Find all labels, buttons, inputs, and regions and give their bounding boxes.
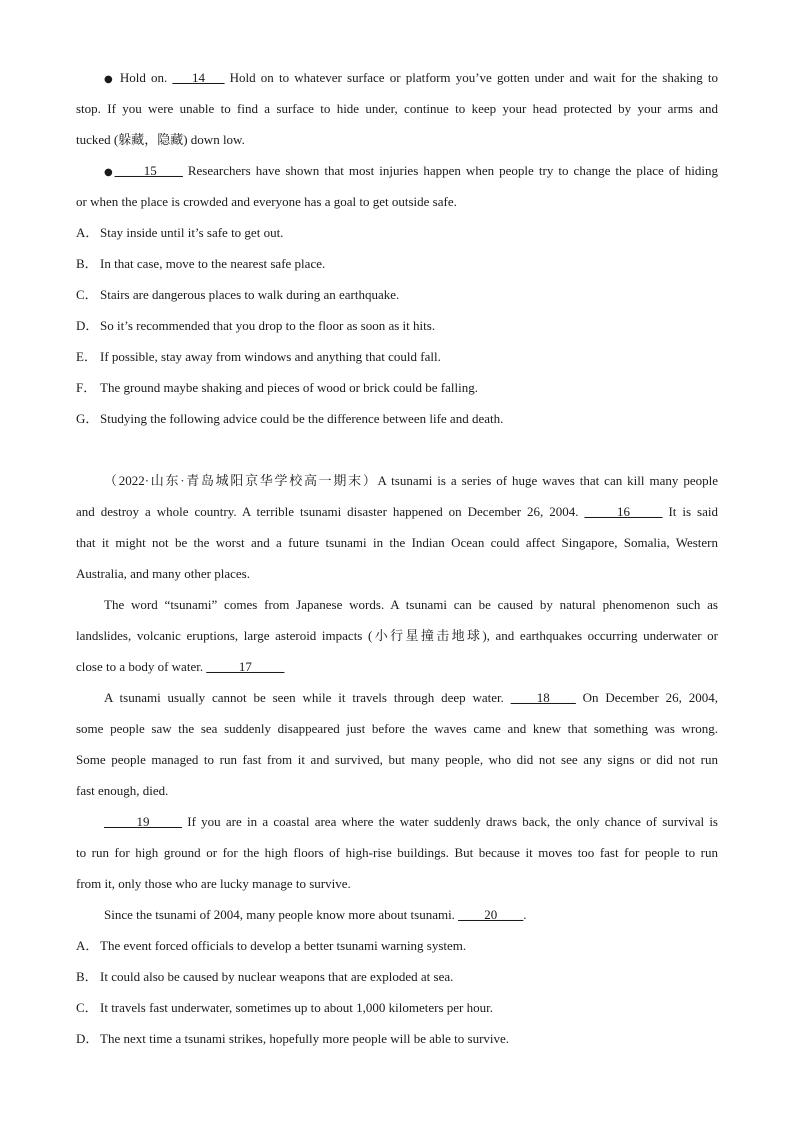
blank-17[interactable]: _____17_____ [206,659,285,674]
p4-line2: to run for high ground or for the high floors of high-rise buildings. But because it moves too fast for people to run [76,845,718,860]
option-d[interactable] [76,1023,718,1054]
option-letter: G． [76,411,99,426]
p2-text: close to a body of water. [76,659,207,674]
option-a[interactable] [76,217,718,248]
option-text: The next time a tsunami strikes, hopefully more people will be able to survive. [100,1031,510,1046]
option-e[interactable] [76,341,718,372]
option-text: If possible, stay away from windows and anything that could fall. [100,349,441,364]
option-text: It travels fast underwater, sometimes up to about 1,000 kilometers per hour. [100,1000,493,1015]
option-a[interactable] [76,930,718,961]
option-text: Stairs are dangerous places to walk during an earthquake. [100,287,400,302]
p2-line2: landslides, volcanic eruptions, large asteroid impacts (小行星撞击地球), and earthquakes occurring underwater or [76,628,718,643]
blank-16[interactable]: _____16_____ [584,504,663,519]
option-letter: A． [76,225,99,240]
option-c[interactable] [76,279,718,310]
p2-line3 [76,651,718,682]
document-page [76,62,718,1054]
option-text: The ground maybe shaking and pieces of wood or brick could be falling. [100,380,478,395]
blank-15[interactable]: ____15____ [114,163,183,178]
p1-text: It is said [662,504,718,519]
para1-line1 [76,62,718,93]
para1-line3: tucked (躲藏，隐藏) down low. [76,132,245,147]
option-b[interactable] [76,961,718,992]
p2-line1: The word “tsunami” comes from Japanese words. A tsunami can be caused by natural phenomenon such as [104,597,718,612]
p4-text: If you are in a coastal area where the water suddenly draws back, the only chance of survival is [182,814,718,829]
blank-19[interactable]: _____19_____ [104,814,182,829]
p3-text: A tsunami usually cannot be seen while it travels through deep water. [104,690,511,705]
option-text: The event forced officials to develop a better tsunami warning system. [100,938,467,953]
option-text: So it’s recommended that you drop to the floor as soon as it hits. [100,318,436,333]
p4-line1 [76,806,718,837]
option-text: It could also be caused by nuclear weapons that are exploded at sea. [100,969,454,984]
option-letter: D． [76,318,99,333]
p1-text: A tsunami is a series of huge waves that can kill many people [377,473,718,488]
blank-18[interactable]: ____18____ [510,690,576,705]
option-text: Studying the following advice could be the difference between life and death. [100,411,504,426]
para2-line1 [76,155,718,186]
p3-text: On December 26, 2004, [575,690,718,705]
section-gap [76,434,718,465]
p1-line3: that it might not be the worst and a future tsunami in the Indian Ocean could affect Singapore, Somalia, Western [76,535,718,550]
p3-line2: some people saw the sea suddenly disappeared just before the waves came and knew that something was wrong. [76,721,718,736]
option-letter: C． [76,287,98,302]
option-g[interactable] [76,403,718,434]
source-label: （2022·山东·青岛城阳京华学校高一期末） [104,473,378,488]
p5-text: Since the tsunami of 2004, many people know more about tsunami. [104,907,459,922]
option-letter: C． [76,1000,98,1015]
bullet-icon: ● [104,74,115,85]
p4-line3: from it, only those who are lucky manage to survive. [76,876,351,891]
p1-text: and destroy a whole country. A terrible tsunami disaster happened on December 26, 2004. [76,504,585,519]
option-b[interactable] [76,248,718,279]
option-letter: A． [76,938,99,953]
para1-line2: stop. If you were unable to find a surface to hide under, continue to keep your head protected by your arms and [76,101,718,116]
option-letter: D． [76,1031,99,1046]
option-text: Stay inside until it’s safe to get out. [100,225,284,240]
bullet-icon: ● [104,167,115,178]
para1-text: Hold on to whatever surface or platform you’ve gotten under and wait for the shaking to [224,70,718,85]
p3-line4: fast enough, died. [76,783,169,798]
option-text: In that case, move to the nearest safe place. [100,256,326,271]
option-letter: F． [76,380,97,395]
option-letter: B． [76,256,98,271]
option-letter: B． [76,969,98,984]
p1-line1 [76,465,718,496]
option-d[interactable] [76,310,718,341]
p3-line3: Some people managed to run fast from it and survived, but many people, who did not see any signs or did not run [76,752,718,767]
para2-line2: or when the place is crowded and everyone has a goal to get outside safe. [76,194,457,209]
option-f[interactable] [76,372,718,403]
para1-head: Hold on. [114,70,173,85]
p3-line1 [76,682,718,713]
blank-14[interactable]: ___14___ [172,70,225,85]
p5-line1 [76,899,718,930]
option-letter: E． [76,349,97,364]
para2-text: Researchers have shown that most injuries happen when people try to change the place of hiding [182,163,718,178]
p5-text: . [523,907,527,922]
p1-line2 [76,496,718,527]
p1-line4: Australia, and many other places. [76,566,250,581]
blank-20[interactable]: ____20____ [458,907,524,922]
option-c[interactable] [76,992,718,1023]
